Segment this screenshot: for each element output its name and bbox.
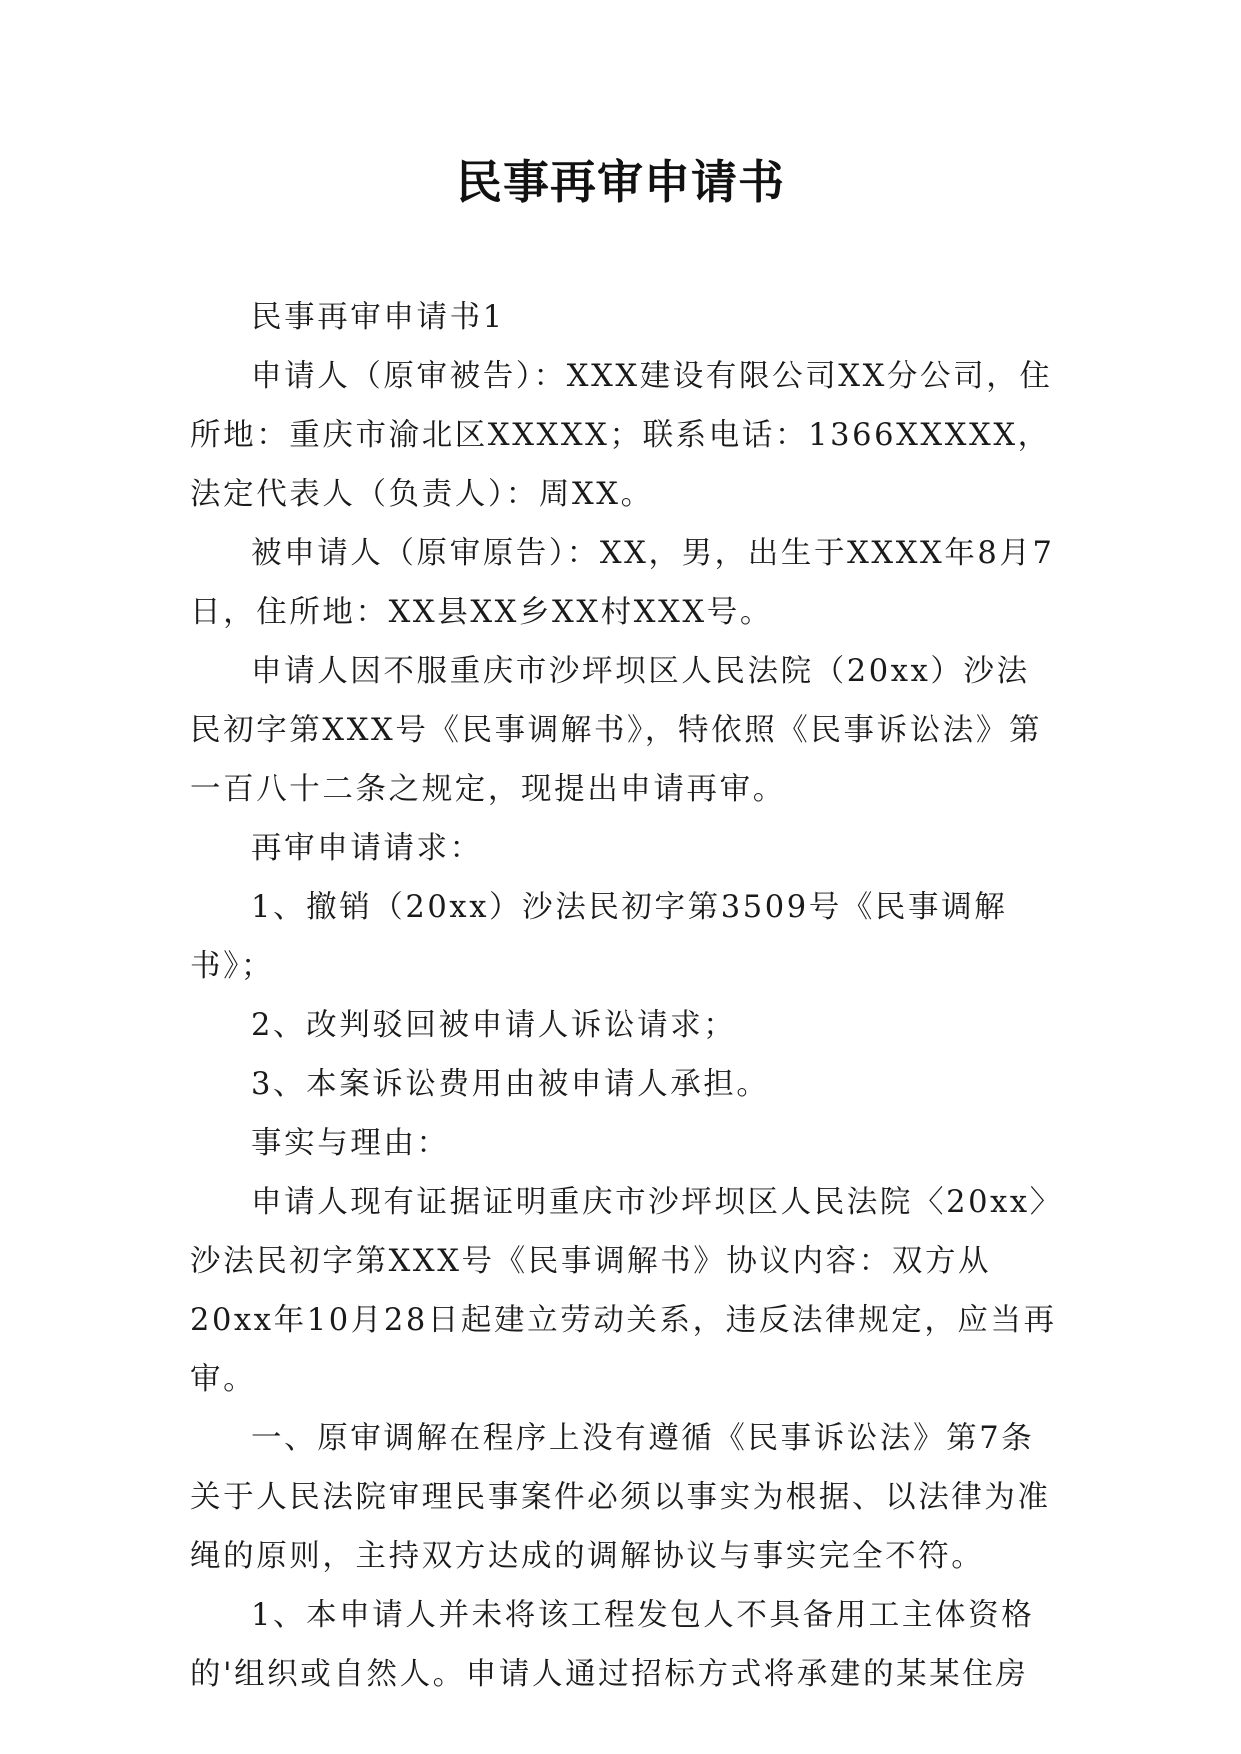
paragraph-reason-intro: 申请人因不服重庆市沙坪坝区人民法院（20xx）沙法民初字第XXX号《民事调解书》，特依照《民事诉讼法》第一百八十二条之规定，现提出申请再审。	[190, 654, 1043, 807]
document-body	[190, 288, 1058, 1704]
paragraph-evidence: 申请人现有证据证明重庆市沙坪坝区人民法院〈20xx〉沙法民初字第XXX号《民事调解书》协议内容：双方从20xx年10月28日起建立劳动关系，违反法律规定，应当再审。	[190, 1185, 1057, 1397]
paragraph-request-heading: 再审申请请求：	[251, 831, 483, 866]
paragraph-facts-heading: 事实与理由：	[251, 1126, 450, 1161]
paragraph-respondent: 被申请人（原审原告）：XX，男，出生于XXXX年8月7日，住所地：XX县XX乡XX村XXX号。	[190, 536, 1055, 630]
document-title: 民事再审申请书	[456, 155, 785, 209]
paragraph-point-one: 一、原审调解在程序上没有遵循《民事诉讼法》第7条关于人民法院审理民事案件必须以事实为根据、以法律为准绳的原则，主持双方达成的调解协议与事实完全不符。	[190, 1421, 1051, 1574]
paragraph-applicant: 申请人（原审被告）：XXX建设有限公司XX分公司，住所地：重庆市渝北区XXXXX；联系电话：1366XXXXX，法定代表人（负责人）：周XX。	[190, 359, 1053, 512]
paragraph-request-1: 1、撤销（20xx）沙法民初字第3509号《民事调解书》；	[190, 890, 1008, 984]
paragraph-request-3: 3、本案诉讼费用由被申请人承担。	[251, 1067, 770, 1102]
paragraph-heading: 民事再审申请书1	[251, 300, 505, 335]
paragraph-point-one-1: 1、本申请人并未将该工程发包人不具备用工主体资格的'组织或自然人。申请人通过招标方式将承建的某某住房	[190, 1598, 1035, 1692]
paragraph-request-2: 2、改判驳回被申请人诉讼请求；	[251, 1008, 737, 1043]
